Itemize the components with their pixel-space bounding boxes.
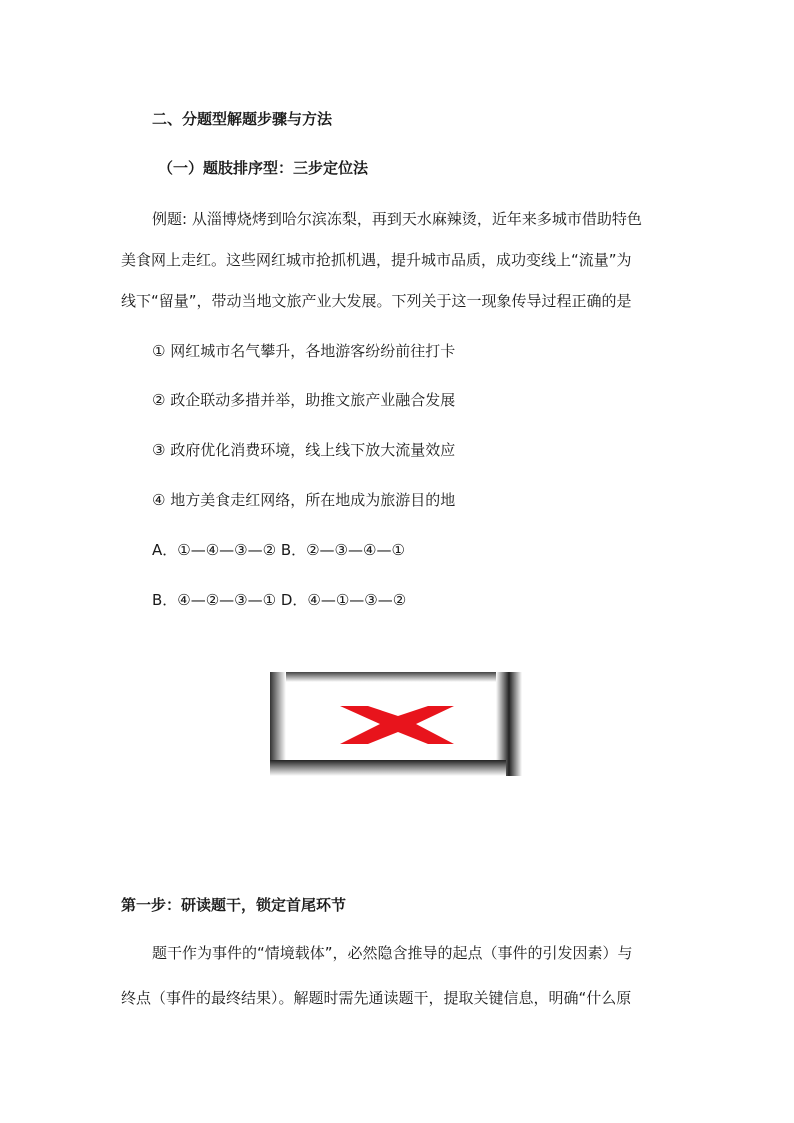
list-item: ③ 政府优化消费环境，线上线下放大流量效应 <box>152 441 456 459</box>
step1-text-line-2: 终点（事件的最终结果）。解题时需先通读题干，提取关键信息，明确“什么原 <box>121 989 632 1007</box>
list-item: ④ 地方美食走红网络，所在地成为旅游目的地 <box>152 491 456 509</box>
step1-heading: 第一步：研读题干，锁定首尾环节 <box>121 896 347 914</box>
options-row-1: A．①—④—③—② B．②—③—④—① <box>152 541 405 559</box>
example-line-3: 线下“留量”，带动当地文旅产业大发展。下列关于这一现象传导过程正确的是 <box>121 292 632 310</box>
broken-image-x-icon <box>270 672 522 776</box>
list-item: ① 网红城市名气攀升，各地游客纷纷前往打卡 <box>152 342 456 360</box>
options-row-2: B．④—②—③—① D．④—①—③—② <box>152 591 407 609</box>
subsection-heading: （一）题肢排序型：三步定位法 <box>158 159 369 177</box>
example-line-2: 美食网上走红。这些网红城市抢抓机遇，提升城市品质，成功变线上“流量”为 <box>121 251 632 269</box>
list-item: ② 政企联动多措并举，助推文旅产业融合发展 <box>152 391 456 409</box>
example-line-1: 例题: 从淄博烧烤到哈尔滨冻梨，再到天水麻辣烫，近年来多城市借助特色 <box>152 210 642 228</box>
section-heading: 二、分题型解题步骤与方法 <box>152 110 333 128</box>
step1-text-line-1: 题干作为事件的“情境载体”，必然隐含推导的起点（事件的引发因素）与 <box>152 944 633 962</box>
